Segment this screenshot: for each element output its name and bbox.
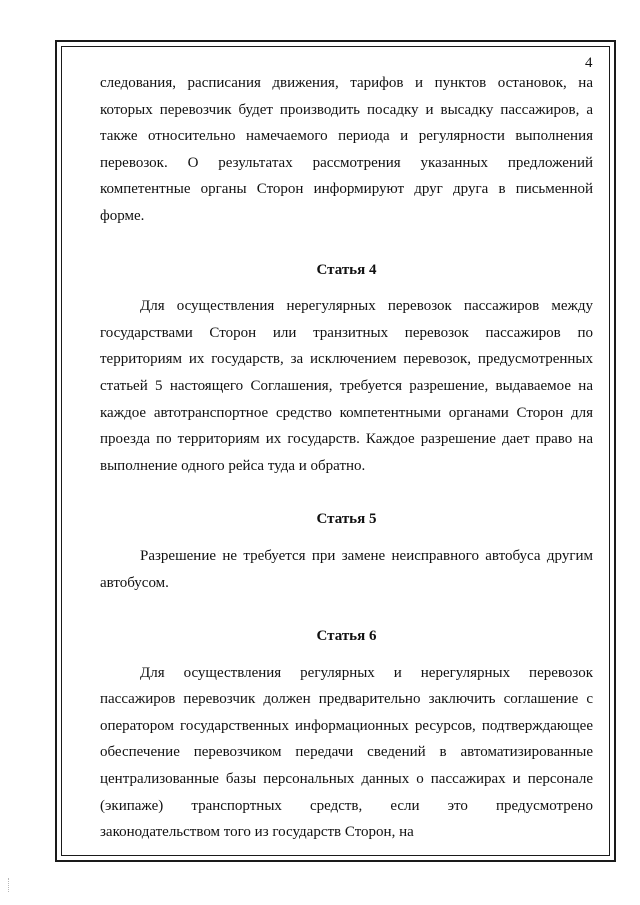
continuation-paragraph: следования, расписания движения, тарифов и пунктов остановок, на которых перевозчик будет производить посадку и высадку пассажиров, а также относительно намечаемого периода и регулярности выполнения перевозок. О результатах рассмотрения указанных предложений компетентные органы Сторон информируют друг друга в письменной форме. [100,75,593,224]
article-6-title: Статья 6 [316,628,377,645]
article-4-title: Статья 4 [316,261,377,278]
article-4-text: Для осуществления нерегулярных перевозок пассажиров между государствами Сторон или транзитных перевозок пассажиров по территориям их государств, за исключением перевозок, предусмотренных статьей 5 настоящего Соглашения, требуется разрешение, выдаваемое на каждое автотранспортное средство компетентными органами Сторон для проезда по территориям их государств. Каждое разрешение дает право на выполнение одного рейса туда и обратно. [100,298,593,474]
page-number: 4 [585,55,593,71]
article-5-title: Статья 5 [316,511,377,528]
article-6-text: Для осуществления регулярных и нерегулярных перевозок пассажиров перевозчик должен предварительно заключить соглашение с оператором государственных информационных ресурсов, подтверждающее обеспечение перевозчиком передачи сведений в автоматизированные централизованные базы персональных данных о пассажирах и персонале (экипаже) транспортных средств, если это предусмотрено законодательством того из государств Сторон, на [100,664,593,841]
document-body [100,70,593,846]
article-5-text: Разрешение не требуется при замене неисправного автобуса другим автобусом. [100,547,593,591]
scan-mark [8,878,12,892]
